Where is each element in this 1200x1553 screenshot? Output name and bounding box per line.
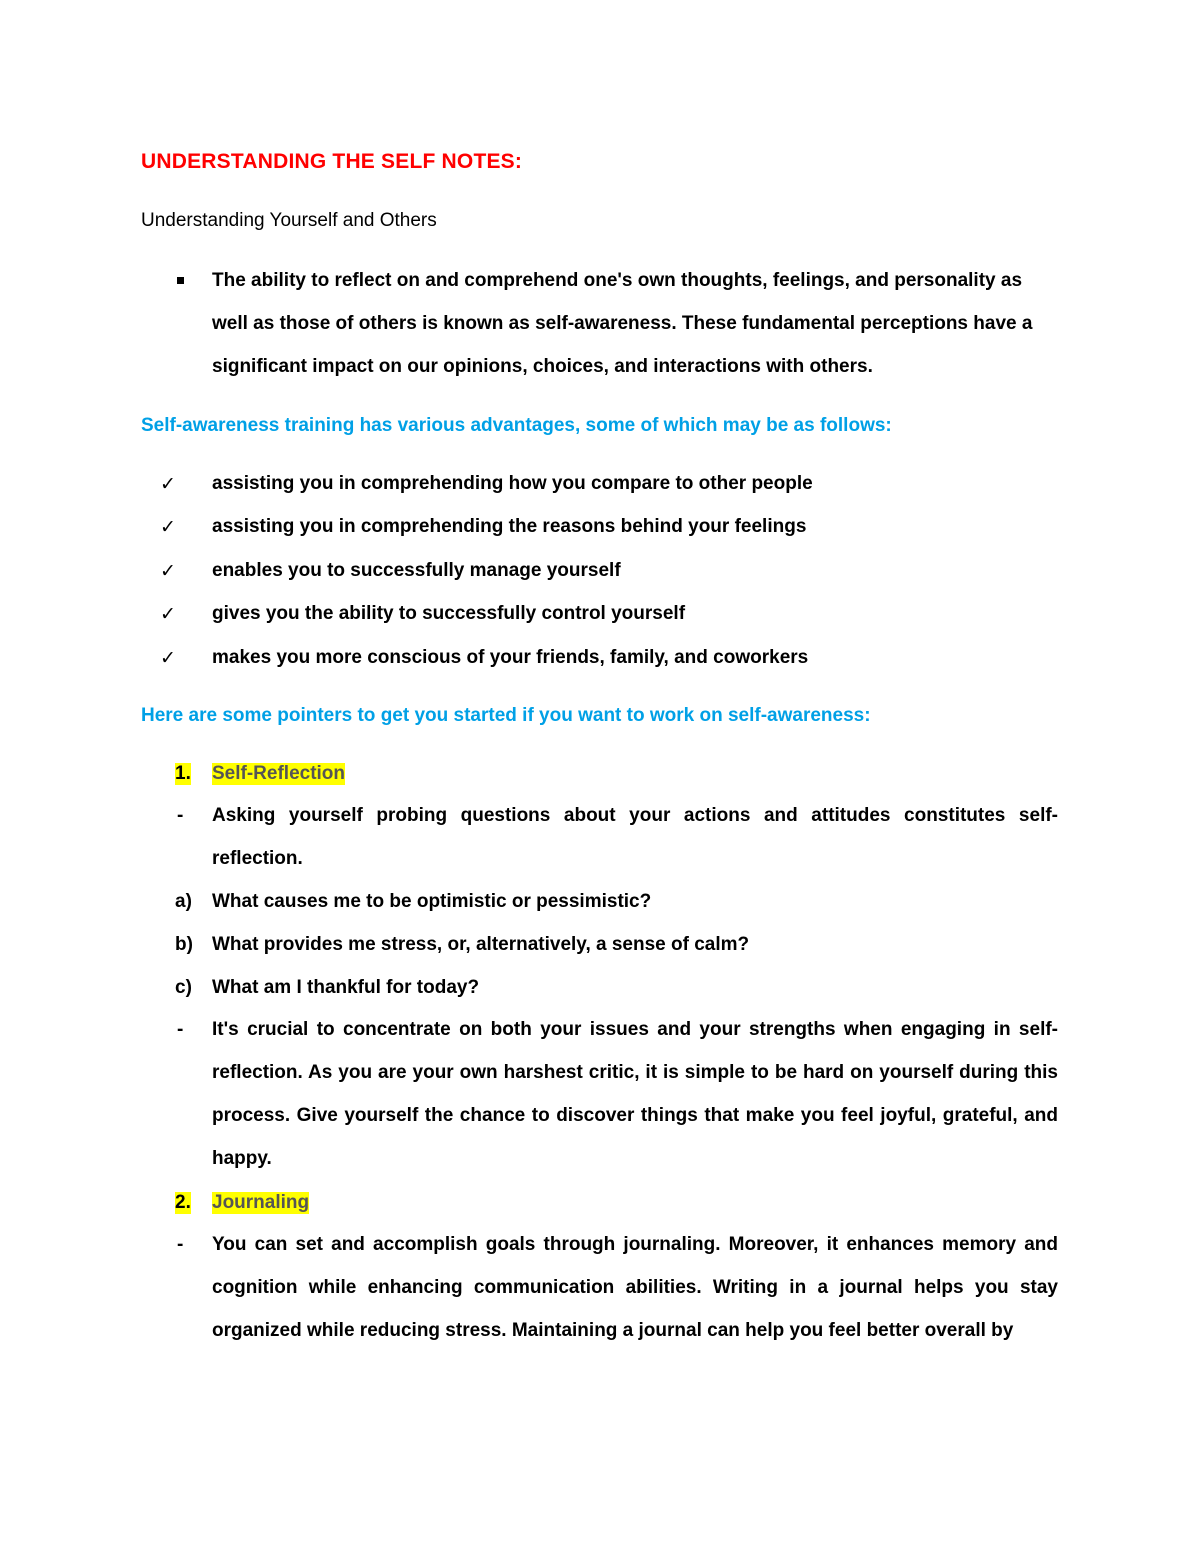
section-number: 1. [175,763,191,784]
section-text: Asking yourself probing questions about your actions and attitudes constitutes self-reflection. [212,805,1058,869]
section-text: You can set and accomplish goals through journaling. Moreover, it enhances memory and cognition while enhancing communication abilities. Writing in a journal helps you stay organized while reducing stress. Maintaining a journal can help you feel better overall by [212,1234,1058,1341]
advantage-item: assisting you in comprehending the reasons behind your feelings [212,516,807,537]
question-label: b) [175,934,193,955]
advantage-item: assisting you in comprehending how you compare to other people [212,473,813,494]
section-title: Journaling [212,1192,310,1213]
question-text: What provides me stress, or, alternatively, a sense of calm? [212,934,750,955]
question-text: What am I thankful for today? [212,977,480,998]
advantages-heading: Self-awareness training has various advantages, some of which may be as follows: [141,415,892,436]
question-text: What causes me to be optimistic or pessimistic? [212,891,652,912]
question-label: c) [175,977,192,998]
section-title: Self-Reflection [212,763,346,784]
check-icon: ✓ [160,648,176,669]
advantage-item: gives you the ability to successfully control yourself [212,603,686,624]
dash-marker: - [177,1019,184,1040]
question-label: a) [175,891,192,912]
dash-marker: - [177,805,184,826]
advantage-item: enables you to successfully manage yourself [212,560,621,581]
section-text: It's crucial to concentrate on both your issues and your strengths when engaging in self-reflection. As you are your own harshest critic, it is simple to be hard on yourself during this process. Give yourself the chance to discover things that make you feel joyful, grateful, and happy. [212,1019,1058,1169]
check-icon: ✓ [160,474,176,495]
check-icon: ✓ [160,604,176,625]
document-subtitle: Understanding Yourself and Others [141,210,437,231]
advantage-item: makes you more conscious of your friends, family, and coworkers [212,647,809,668]
check-icon: ✓ [160,561,176,582]
document-title: UNDERSTANDING THE SELF NOTES: [141,150,523,173]
check-icon: ✓ [160,517,176,538]
section-number: 2. [175,1192,191,1213]
intro-paragraph: The ability to reflect on and comprehend one's own thoughts, feelings, and personality as well as those of others is known as self-awareness. These fundamental perceptions have a significant impact on our opinions, choices, and interactions with others. [212,270,1033,377]
square-bullet-icon [177,277,184,284]
pointers-heading: Here are some pointers to get you started if you want to work on self-awareness: [141,705,871,726]
dash-marker: - [177,1234,184,1255]
